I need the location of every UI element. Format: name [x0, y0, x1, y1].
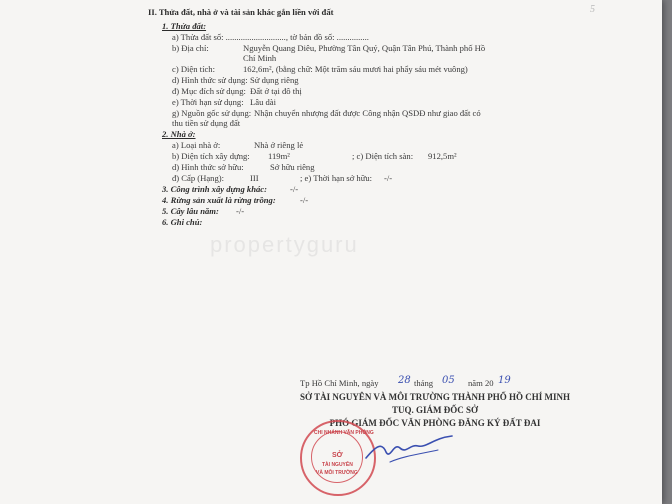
land-area-value: 162,6m², (bằng chữ: Một trăm sáu mươi hai phẩy sáu mét vuông): [243, 64, 468, 74]
land-usage-form-label: d) Hình thức sử dụng:: [172, 75, 248, 85]
seal-text-center: SỞ: [332, 452, 343, 459]
house-heading: 2. Nhà ở:: [162, 129, 196, 139]
land-origin-value: Nhận chuyển nhượng đất được Công nhận QSDĐ như giao đất có: [254, 108, 481, 118]
notes-label: 6. Ghi chú:: [162, 217, 203, 227]
perennial-trees-label: 5. Cây lâu năm:: [162, 206, 219, 216]
signing-month-label: tháng: [414, 378, 434, 388]
watermark: propertyguru: [210, 232, 359, 257]
house-build-area-value: 119m²: [268, 151, 290, 161]
land-origin-value-2: thu tiền sử dụng đất: [172, 118, 241, 128]
land-area-label: c) Diện tích:: [172, 64, 215, 74]
house-type-label: a) Loại nhà ở:: [172, 140, 221, 150]
seal-text-bottom: VÀ MÔI TRƯỜNG: [316, 470, 358, 476]
house-grade-label: đ) Cấp (Hạng):: [172, 173, 225, 183]
land-origin-label: g) Nguồn gốc sử dụng:: [172, 108, 252, 118]
land-purpose-value: Đất ở tại đô thị: [250, 86, 302, 96]
department-name: SỞ TÀI NGUYÊN VÀ MÔI TRƯỜNG THÀNH PHỐ HỒ CHÍ MINH: [299, 392, 571, 402]
section-title: II. Thửa đất, nhà ở và tài sản khác gắn liền với đất: [148, 7, 334, 17]
seal-text-mid: TÀI NGUYÊN: [322, 462, 353, 468]
house-ownership-label: d) Hình thức sở hữu:: [172, 162, 244, 172]
authorization-line: TUQ. GIÁM ĐỐC SỞ: [391, 405, 478, 415]
house-build-area-label: b) Diện tích xây dựng:: [172, 151, 250, 161]
land-parcel-number: a) Thửa đất số: ............................, tờ bản đồ số: ...............: [172, 32, 369, 42]
land-purpose-label: đ) Mục đích sử dụng:: [172, 86, 246, 96]
corner-mark: 5: [590, 4, 595, 15]
land-address-value-2: Chí Minh: [243, 53, 277, 63]
planted-forest-label: 4. Rừng sản xuất là rừng trồng:: [162, 195, 276, 205]
planted-forest-value: -/-: [300, 195, 309, 205]
land-heading: 1. Thửa đất:: [162, 21, 207, 31]
land-term-value: Lâu dài: [250, 97, 277, 107]
signing-year-label: năm 20: [468, 378, 494, 388]
land-term-label: e) Thời hạn sử dụng:: [172, 97, 244, 107]
signing-year: 19: [498, 375, 511, 386]
land-usage-form-value: Sử dụng riêng: [250, 75, 299, 85]
perennial-trees-value: -/-: [236, 206, 245, 216]
house-type-value: Nhà ở riêng lẻ: [254, 140, 304, 150]
handwritten-signature-icon: [360, 428, 460, 468]
other-construction-value: -/-: [290, 184, 299, 194]
signer-title: PHÓ GIÁM ĐỐC VĂN PHÒNG ĐĂNG KÝ ĐẤT ĐAI: [329, 418, 541, 428]
signing-day: 28: [398, 375, 411, 386]
seal-text-top: CHI NHÁNH VĂN PHÒNG: [314, 430, 374, 436]
house-floor-area-label: ; c) Diện tích sàn:: [352, 151, 414, 161]
land-address-value: Nguyễn Quang Diêu, Phường Tân Quý, Quận Tân Phú, Thành phố Hồ: [243, 43, 486, 53]
other-construction-label: 3. Công trình xây dựng khác:: [162, 184, 267, 194]
house-ownership-term-label: ; e) Thời hạn sở hữu:: [300, 173, 373, 183]
signing-month: 05: [442, 375, 455, 386]
land-address-label: b) Địa chỉ:: [172, 43, 209, 53]
house-floor-area-value: 912,5m²: [428, 151, 457, 161]
house-ownership-value: Sở hữu riêng: [270, 162, 315, 172]
house-ownership-term-value: -/-: [384, 173, 393, 183]
signing-place: Tp Hồ Chí Minh, ngày: [300, 378, 379, 388]
house-grade-value: III: [250, 173, 259, 183]
